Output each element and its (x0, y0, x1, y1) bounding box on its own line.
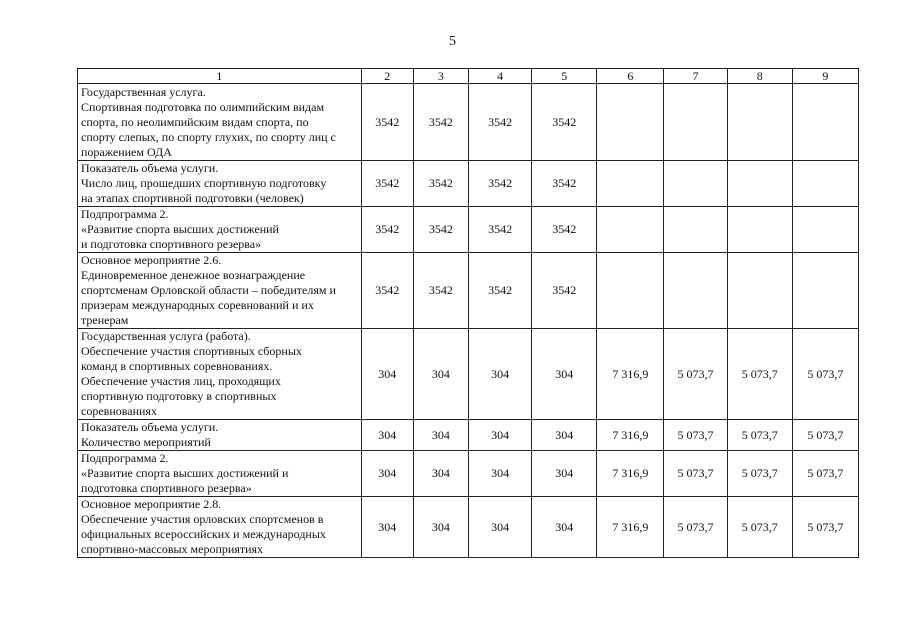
table-row (78, 207, 859, 253)
row-description (78, 161, 362, 207)
description-line: Подпрограмма 2. (81, 207, 169, 221)
value-cell: 5 073,7 (792, 420, 858, 451)
value-cell: 7 316,9 (597, 420, 664, 451)
value-cell: 304 (532, 451, 597, 497)
table-row (78, 253, 859, 329)
value-cell (727, 207, 792, 253)
column-header: 8 (727, 69, 792, 84)
value-cell: 304 (413, 451, 468, 497)
value-cell: 3542 (468, 161, 531, 207)
value-cell: 3542 (532, 253, 597, 329)
value-cell: 304 (413, 497, 468, 558)
table-row (78, 451, 859, 497)
value-cell: 304 (361, 451, 413, 497)
description-line: Обеспечение участия лиц, проходящих (81, 374, 281, 388)
value-cell: 5 073,7 (727, 420, 792, 451)
description-line: тренерам (81, 313, 129, 327)
value-cell: 5 073,7 (664, 420, 727, 451)
value-cell (792, 253, 858, 329)
description-line: Показатель объема услуги. (81, 161, 219, 175)
value-cell: 3542 (413, 161, 468, 207)
value-cell (664, 253, 727, 329)
description-line: на этапах спортивной подготовки (человек) (81, 191, 304, 205)
description-line: соревнованиях (81, 404, 157, 418)
value-cell: 304 (361, 420, 413, 451)
value-cell: 3542 (361, 161, 413, 207)
value-cell: 304 (361, 497, 413, 558)
value-cell (597, 84, 664, 161)
description-line: Основное мероприятие 2.8. (81, 497, 222, 511)
value-cell: 3542 (413, 207, 468, 253)
value-cell: 5 073,7 (664, 497, 727, 558)
value-cell: 3542 (413, 253, 468, 329)
row-description (78, 451, 362, 497)
description-line: «Развитие спорта высших достижений и (81, 466, 289, 480)
row-description (78, 497, 362, 558)
column-header: 1 (78, 69, 362, 84)
description-line: подготовка спортивного резерва» (81, 481, 252, 495)
description-line: Обеспечение участия орловских спортсменов в (81, 512, 324, 526)
row-description (78, 207, 362, 253)
value-cell: 5 073,7 (727, 451, 792, 497)
column-header: 4 (468, 69, 531, 84)
description-line: официальных всероссийских и международных (81, 527, 326, 541)
value-cell: 3542 (413, 84, 468, 161)
column-header: 3 (413, 69, 468, 84)
description-line: спортсменам Орловской области – победителям и (81, 283, 336, 297)
value-cell: 304 (532, 329, 597, 420)
header-row (78, 69, 859, 84)
value-cell: 304 (532, 420, 597, 451)
value-cell (597, 161, 664, 207)
column-header: 7 (664, 69, 727, 84)
description-line: Показатель объема услуги. (81, 420, 219, 434)
value-cell (597, 253, 664, 329)
value-cell: 5 073,7 (792, 497, 858, 558)
value-cell: 3542 (532, 161, 597, 207)
description-line: поражением ОДА (81, 144, 172, 159)
description-line: Количество мероприятий (81, 435, 211, 449)
value-cell (727, 161, 792, 207)
column-header: 2 (361, 69, 413, 84)
row-description (78, 84, 362, 161)
row-description (78, 329, 362, 420)
value-cell (792, 207, 858, 253)
value-cell: 3542 (532, 84, 597, 161)
description-line: Спортивная подготовка по олимпийским видам (81, 99, 325, 114)
value-cell: 3542 (361, 253, 413, 329)
value-cell: 7 316,9 (597, 451, 664, 497)
description-line: призерам международных соревнований и их (81, 298, 314, 312)
description-line: Основное мероприятие 2.6. (81, 253, 222, 267)
description-line: спорта, по неолимпийским видам спорта, по (81, 114, 309, 129)
column-header: 9 (792, 69, 858, 84)
value-cell: 7 316,9 (597, 329, 664, 420)
description-line: и подготовка спортивного резерва» (81, 237, 262, 251)
description-line: спортивно-массовых мероприятиях (81, 542, 264, 556)
table-row (78, 329, 859, 420)
value-cell: 5 073,7 (727, 497, 792, 558)
description-line: команд в спортивных соревнованиях. (81, 359, 273, 373)
value-cell: 304 (532, 497, 597, 558)
value-cell (664, 207, 727, 253)
value-cell: 3542 (468, 207, 531, 253)
description-line: Государственная услуга. (81, 84, 206, 99)
description-line: Государственная услуга (работа). (81, 329, 251, 343)
table-row (78, 497, 859, 558)
value-cell: 5 073,7 (792, 329, 858, 420)
description-line: «Развитие спорта высших достижений (81, 222, 279, 236)
description-line: спортивную подготовку в спортивных (81, 389, 277, 403)
value-cell (792, 161, 858, 207)
data-table (77, 68, 859, 558)
value-cell (792, 84, 858, 161)
table-row (78, 84, 859, 161)
value-cell (664, 161, 727, 207)
value-cell: 3542 (361, 84, 413, 161)
page-number: 5 (449, 34, 456, 49)
value-cell: 304 (468, 329, 531, 420)
row-description (78, 253, 362, 329)
value-cell (664, 84, 727, 161)
description-line: Единовременное денежное вознаграждение (81, 268, 306, 282)
value-cell: 304 (413, 329, 468, 420)
value-cell: 304 (468, 497, 531, 558)
value-cell: 5 073,7 (792, 451, 858, 497)
column-header: 6 (597, 69, 664, 84)
description-line: Обеспечение участия спортивных сборных (81, 344, 302, 358)
description-line: Число лиц, прошедших спортивную подготовку (81, 176, 327, 190)
table-body (78, 84, 859, 558)
description-line: спорту слепых, по спорту глухих, по спорту лиц с (81, 129, 336, 144)
value-cell: 304 (361, 329, 413, 420)
value-cell: 7 316,9 (597, 497, 664, 558)
value-cell: 5 073,7 (664, 329, 727, 420)
value-cell (597, 207, 664, 253)
table-row (78, 161, 859, 207)
value-cell: 304 (413, 420, 468, 451)
value-cell: 3542 (532, 207, 597, 253)
column-header: 5 (532, 69, 597, 84)
value-cell: 3542 (361, 207, 413, 253)
value-cell: 5 073,7 (727, 329, 792, 420)
value-cell: 3542 (468, 253, 531, 329)
value-cell: 304 (468, 451, 531, 497)
table-row (78, 420, 859, 451)
value-cell (727, 253, 792, 329)
value-cell: 304 (468, 420, 531, 451)
value-cell: 3542 (468, 84, 531, 161)
row-description (78, 420, 362, 451)
value-cell: 5 073,7 (664, 451, 727, 497)
description-line: Подпрограмма 2. (81, 451, 169, 465)
value-cell (727, 84, 792, 161)
